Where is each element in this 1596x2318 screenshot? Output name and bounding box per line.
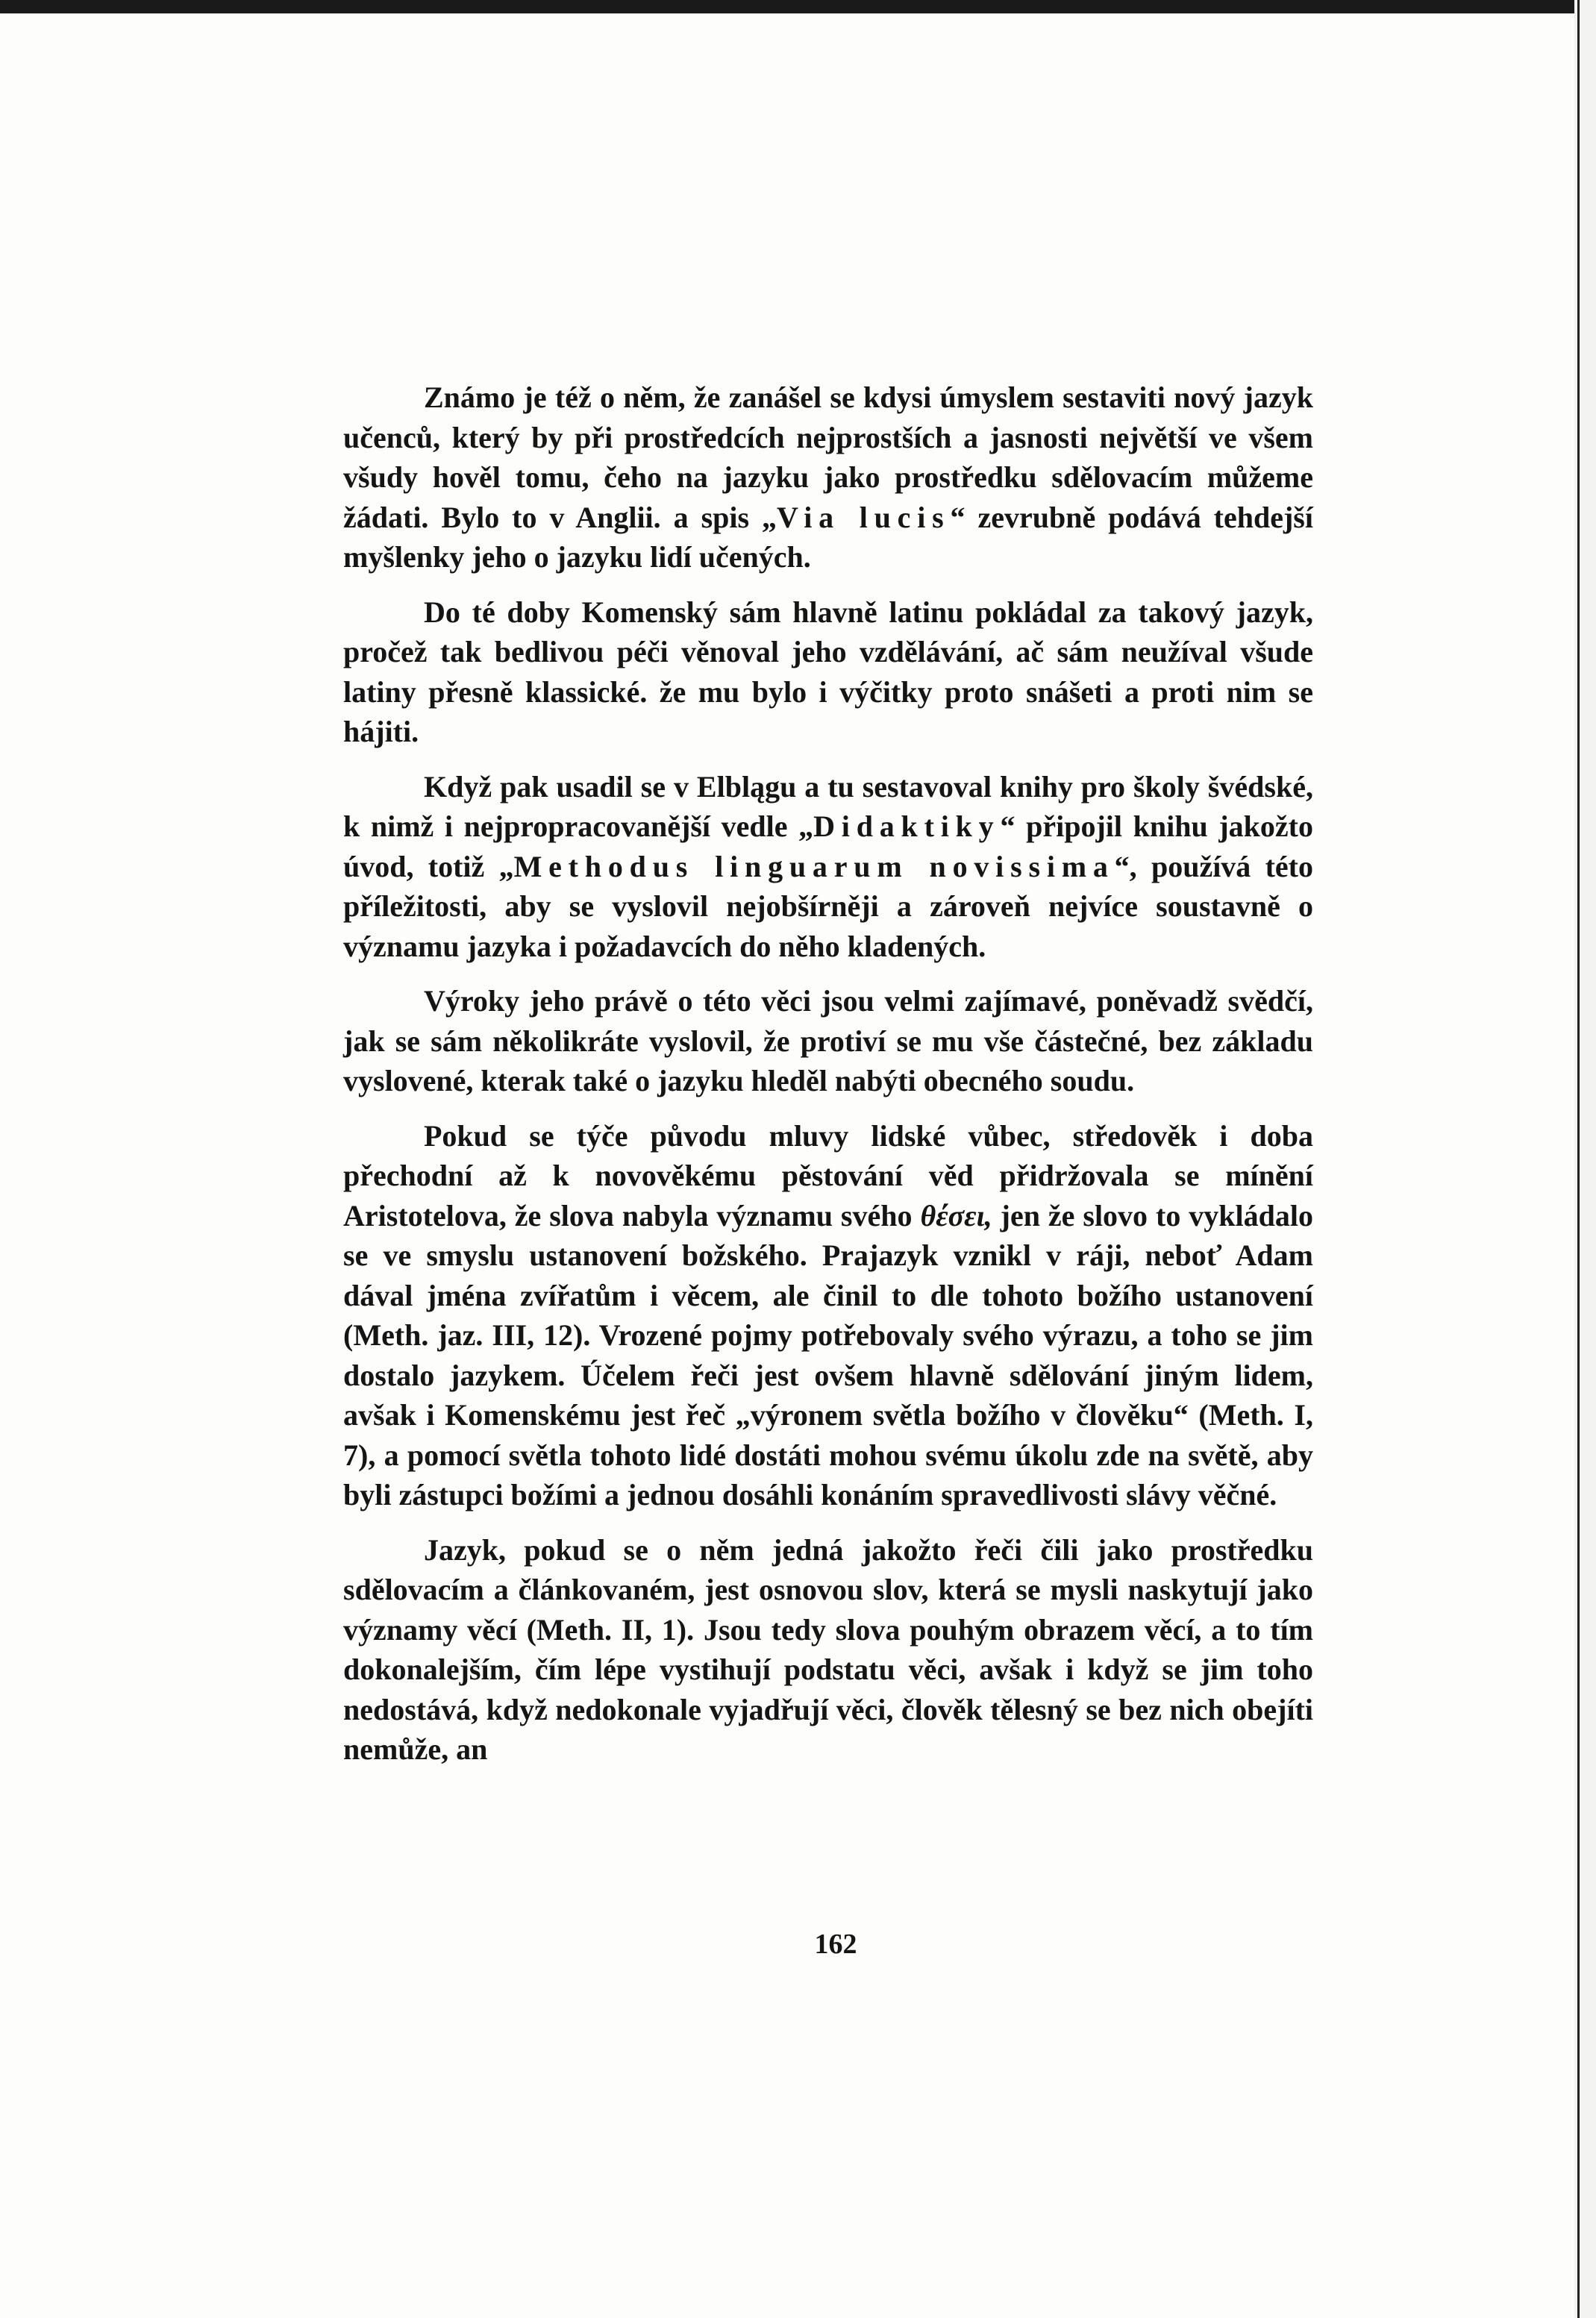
text-run: jen že slovo to vykládalo se ve smyslu ustanovení božského. Prajazyk vznikl v ráji, neboť Adam dával jména zvířatům i věcem, ale činil to dle tohoto božího ustanovení (Meth. jaz. III, 12). Vrozené pojmy potřebovaly svého výrazu, a toho se jim dostalo jazykem. Účelem řeči jest ovšem hlavně sdělování jiným lidem, avšak i Komenskému jest řeč „výronem světla božího v člověku“ (Meth. I, 7), a pomocí světla tohoto lidé dostáti mohou svému úkolu zde na světě, aby byli zástupci božími a jednou dosáhli konáním spravedlivosti slávy věčné.	[343, 1198, 1313, 1512]
paragraph-2	[343, 592, 1313, 752]
text-run: Výroky jeho právě o této věci jsou velmi zajímavé, poněvadž svědčí, jak se sám několikráte vyslovil, že protiví se mu vše částečné, bez základu vyslovené, kterak také o jazyku hleděl nabýti obecného soudu.	[343, 984, 1313, 1097]
spaced-title-methodus: Methodus linguarum novissima	[513, 849, 1115, 883]
book-page	[0, 13, 1574, 2318]
paragraph-4	[343, 981, 1313, 1101]
page-number: 162	[814, 1929, 857, 1960]
text-run: Pokud se týče původu mluvy lidské vůbec, středověk i doba přechodní až k novověkému pěstování věd přidržovala se mínění Aristotelova, že slova nabyla významu svého	[343, 1118, 1313, 1232]
text-run: Známo je též o něm, že zanášel se kdysi úmyslem sestaviti nový jazyk učenců, který by při prostředcích nejprostších a jasnosti největší ve všem všudy hověl tomu, čeho na jazyku jako prostředku sdělovacím můžeme žádati. Bylo to v Anglii. a spis „	[343, 380, 1313, 534]
spaced-title-via-lucis: Via lucis	[777, 500, 951, 534]
page-edge	[1574, 0, 1596, 2318]
body-text	[343, 378, 1313, 1785]
spaced-title-didaktiky: Didaktiky	[813, 809, 1001, 843]
text-run: “ zevrubně podává tehdejší myšlenky jeho o jazyku lidí učených.	[343, 500, 1313, 574]
paragraph-3	[343, 767, 1313, 967]
greek-word: θέσει,	[920, 1198, 992, 1232]
edge-line	[1577, 0, 1580, 2318]
paragraph-6	[343, 1530, 1313, 1770]
paragraph-5	[343, 1116, 1313, 1515]
paragraph-1	[343, 378, 1313, 577]
text-run: Do té doby Komenský sám hlavně latinu pokládal za takový jazyk, pročež tak bedlivou péči věnoval jeho vzdělávání, ač sám neužíval všude latiny přesně klassické. že mu bylo i výčitky proto snášeti a proti nim se hájiti.	[343, 595, 1313, 748]
text-run: “, používá této příležitosti, aby se vyslovil nejobšírněji a zároveň nejvíce soustavně o významu jazyka i požadavcích do něho kladených.	[343, 849, 1313, 963]
text-run: “ připojil knihu jakožto úvod, totiž „	[343, 809, 1313, 883]
text-run: Jazyk, pokud se o něm jedná jakožto řeči čili jako prostředku sdělovacím a článkovaném, jest osnovou slov, která se mysli naskytují jako významy věcí (Meth. II, 1). Jsou tedy slova pouhým obrazem věcí, a to tím dokonalejším, čím lépe vystihují podstatu věci, avšak i když se jim toho nedostává, když nedokonale vyjadřují věci, člověk tělesný se bez nich obejíti nemůže, an	[343, 1532, 1313, 1766]
text-run: Když pak usadil se v Elblągu a tu sestavoval knihy pro školy švédské, k nimž i nejpropracovanější vedle „	[343, 769, 1313, 843]
